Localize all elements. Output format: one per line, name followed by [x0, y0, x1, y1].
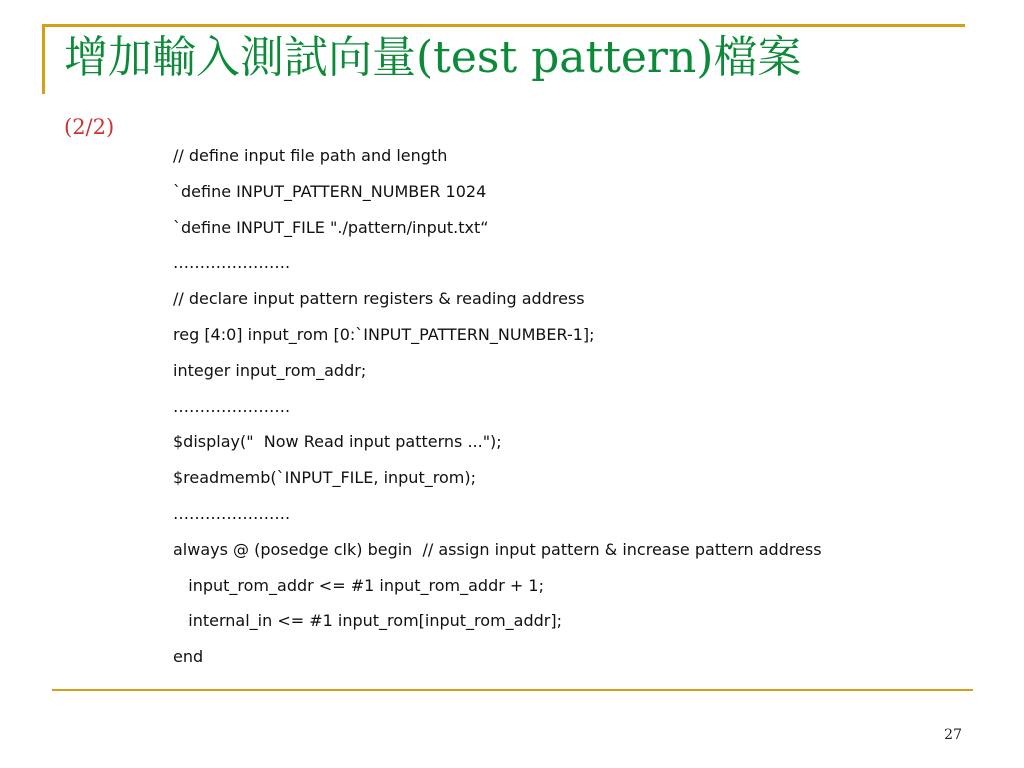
code-line: end [173, 647, 204, 667]
slide-title: 增加輸入測試向量(test pattern)檔案 [64, 32, 802, 83]
code-line: …………………. [173, 503, 291, 523]
page-number: 27 [944, 727, 962, 743]
code-line: $display(" Now Read input patterns ..."); [173, 432, 502, 452]
code-line: …………………. [173, 253, 291, 273]
code-line: always @ (posedge clk) begin // assign input pattern & increase pattern address [173, 539, 822, 559]
title-left-rule [42, 24, 45, 94]
code-line: internal_in <= #1 input_rom[input_rom_addr]; [173, 611, 562, 631]
code-line: // declare input pattern registers & reading address [173, 289, 585, 309]
title-top-rule [42, 24, 965, 27]
code-line: input_rom_addr <= #1 input_rom_addr + 1; [173, 575, 544, 595]
code-block [173, 138, 822, 675]
code-line: integer input_rom_addr; [173, 360, 367, 380]
code-line: …………………. [173, 396, 291, 416]
code-line: reg [4:0] input_rom [0:`INPUT_PATTERN_NUMBER-1]; [173, 324, 595, 344]
slide-subtitle: (2/2) [64, 115, 115, 139]
code-line: // define input file path and length [173, 146, 448, 165]
code-line: $readmemb(`INPUT_FILE, input_rom); [173, 468, 476, 488]
footer-rule [52, 689, 973, 691]
code-line: `define INPUT_FILE "./pattern/input.txt“ [173, 217, 489, 237]
code-line: `define INPUT_PATTERN_NUMBER 1024 [173, 181, 487, 201]
